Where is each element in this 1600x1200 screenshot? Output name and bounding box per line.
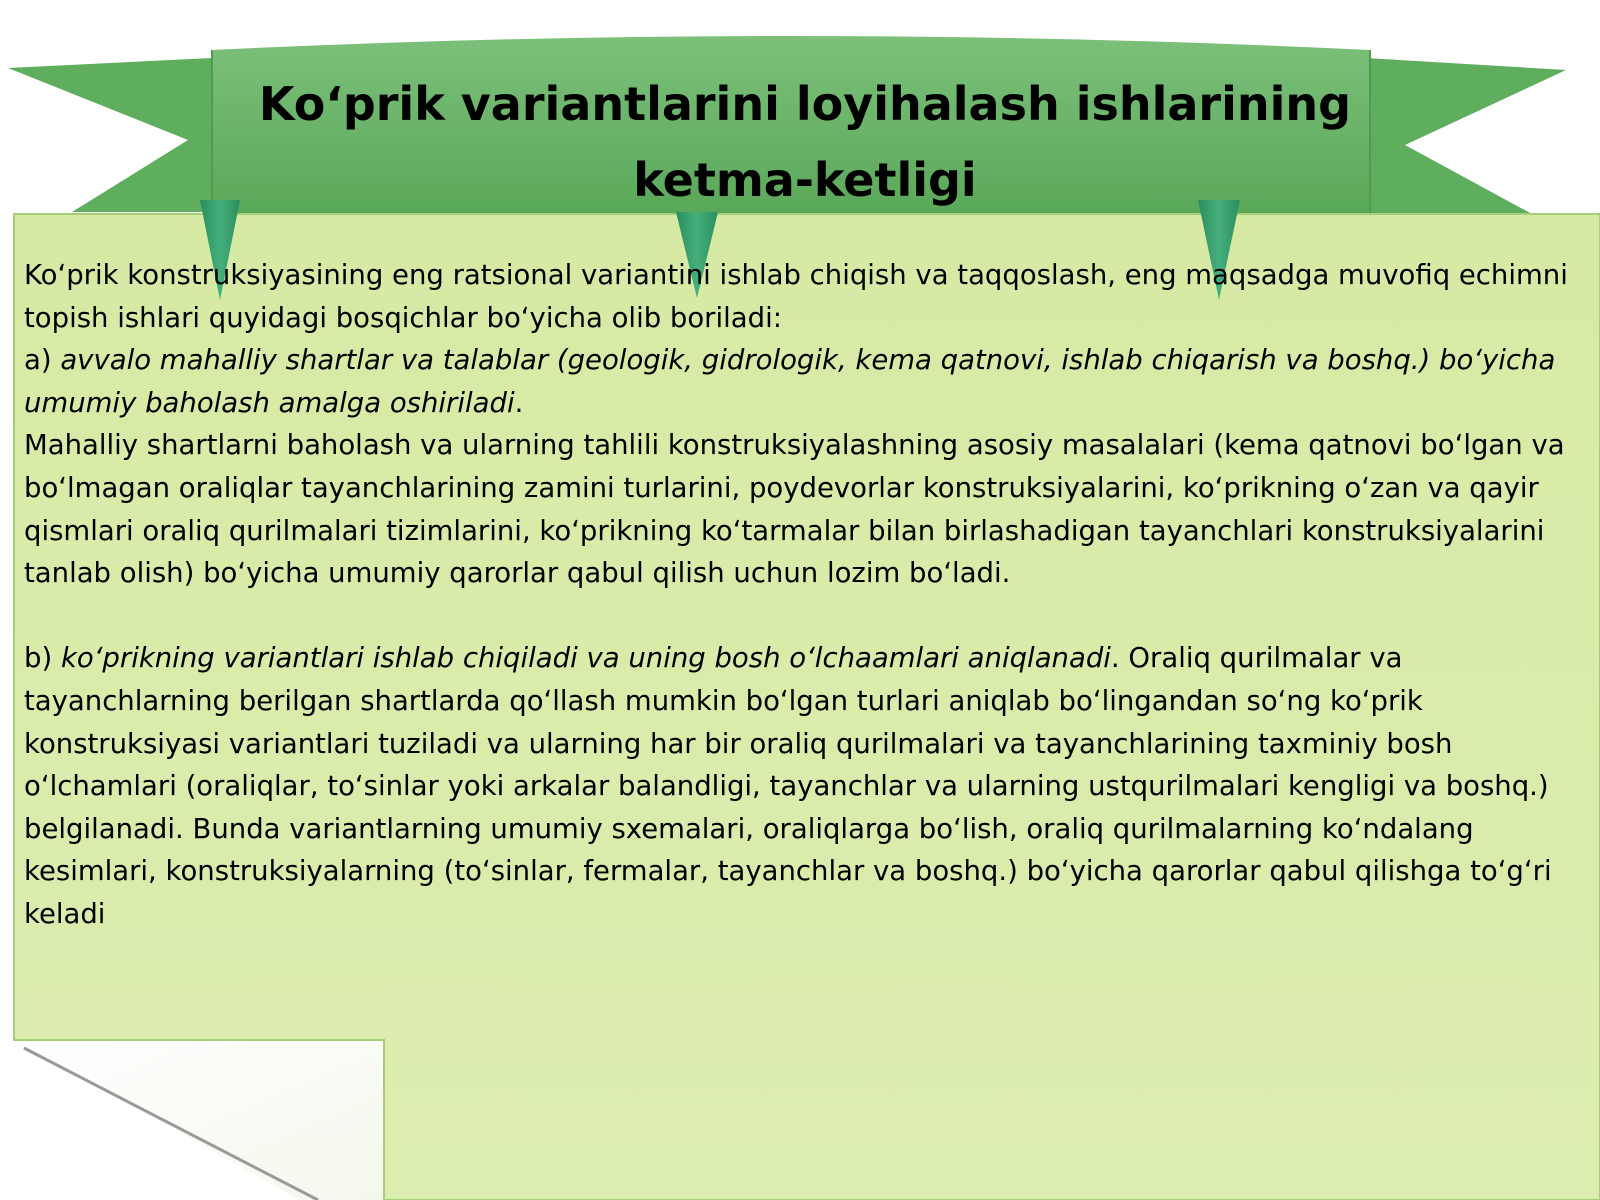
step-b-paragraph: [24, 637, 1584, 935]
title-line-2: ketma-ketligi: [633, 153, 977, 207]
intro-paragraph: Koʻprik konstruksiyasining eng ratsional variantini ishlab chiqish va taqqoslash, eng maqsadga muvofiq echimni topish ishlari quyidagi bosqichlar boʻyicha olib boriladi:: [24, 259, 1568, 334]
ribbon-left-tail: [8, 58, 212, 212]
step-b-rest: . Oraliq qurilmalar va tayanchlarning berilgan shartlarda qoʻllash mumkin boʻlgan turlari aniqlab boʻlingandan soʻng koʻprik konstruksiyasi variantlari tuziladi va ularning har bir oraliq qurilmalari va tayanchlarining taxminiy bosh oʻlchamlari (oraliqlar, toʻsinlar yoki arkalar balandligi, tayanchlar va ularning ustqurilmalari kengligi va boshq.) belgilanadi. Bunda variantlarning umumiy sxemalari, oraliqlarga boʻlish, oraliq qurilmalarning koʻndalang kesimlari, konstruksiyalarning (toʻsinlar, fermalar, tayanchlar va boshq.) boʻyicha qarorlar qabul qilishga toʻgʻri keladi: [24, 642, 1552, 930]
step-a-suffix: .: [514, 386, 524, 419]
paper-curl: [18, 1042, 384, 1200]
step-b-prefix: b): [24, 642, 61, 675]
slide-body: [24, 254, 1584, 936]
title-line-1: Koʻprik variantlarini loyihalash ishlarining: [258, 77, 1352, 131]
local-conditions-paragraph: Mahalliy shartlarni baholash va ularning tahlili konstruksiyalashning asosiy masalalari (kema qatnovi boʻlgan va boʻlmagan oraliqlar tayanchlarining zamini turlarini, poydevorlar konstruksiyalarini, koʻprikning oʻzan va qayir qismlari oraliq qurilmalari tizimlarini, koʻprikning koʻtarmalar bilan birlashadigan tayanchlari konstruksiyalarini tanlab olish) boʻyicha umumiy qarorlar qabul qilish uchun lozim boʻladi.: [24, 429, 1565, 590]
step-b-italic: koʻprikning variantlari ishlab chiqiladi va uning bosh oʻlchaamlari aniqlanadi: [60, 642, 1111, 675]
step-a-prefix: a): [24, 344, 61, 377]
slide-title: [215, 66, 1395, 218]
step-a-italic: avvalo mahalliy shartlar va talablar (geologik, gidrologik, kema qatnovi, ishlab chiqarish va boshq.) boʻyicha umumiy baholash amalga oshiriladi: [24, 344, 1556, 419]
ribbon-right-tail: [1366, 58, 1566, 214]
step-a-paragraph: [24, 339, 1584, 424]
